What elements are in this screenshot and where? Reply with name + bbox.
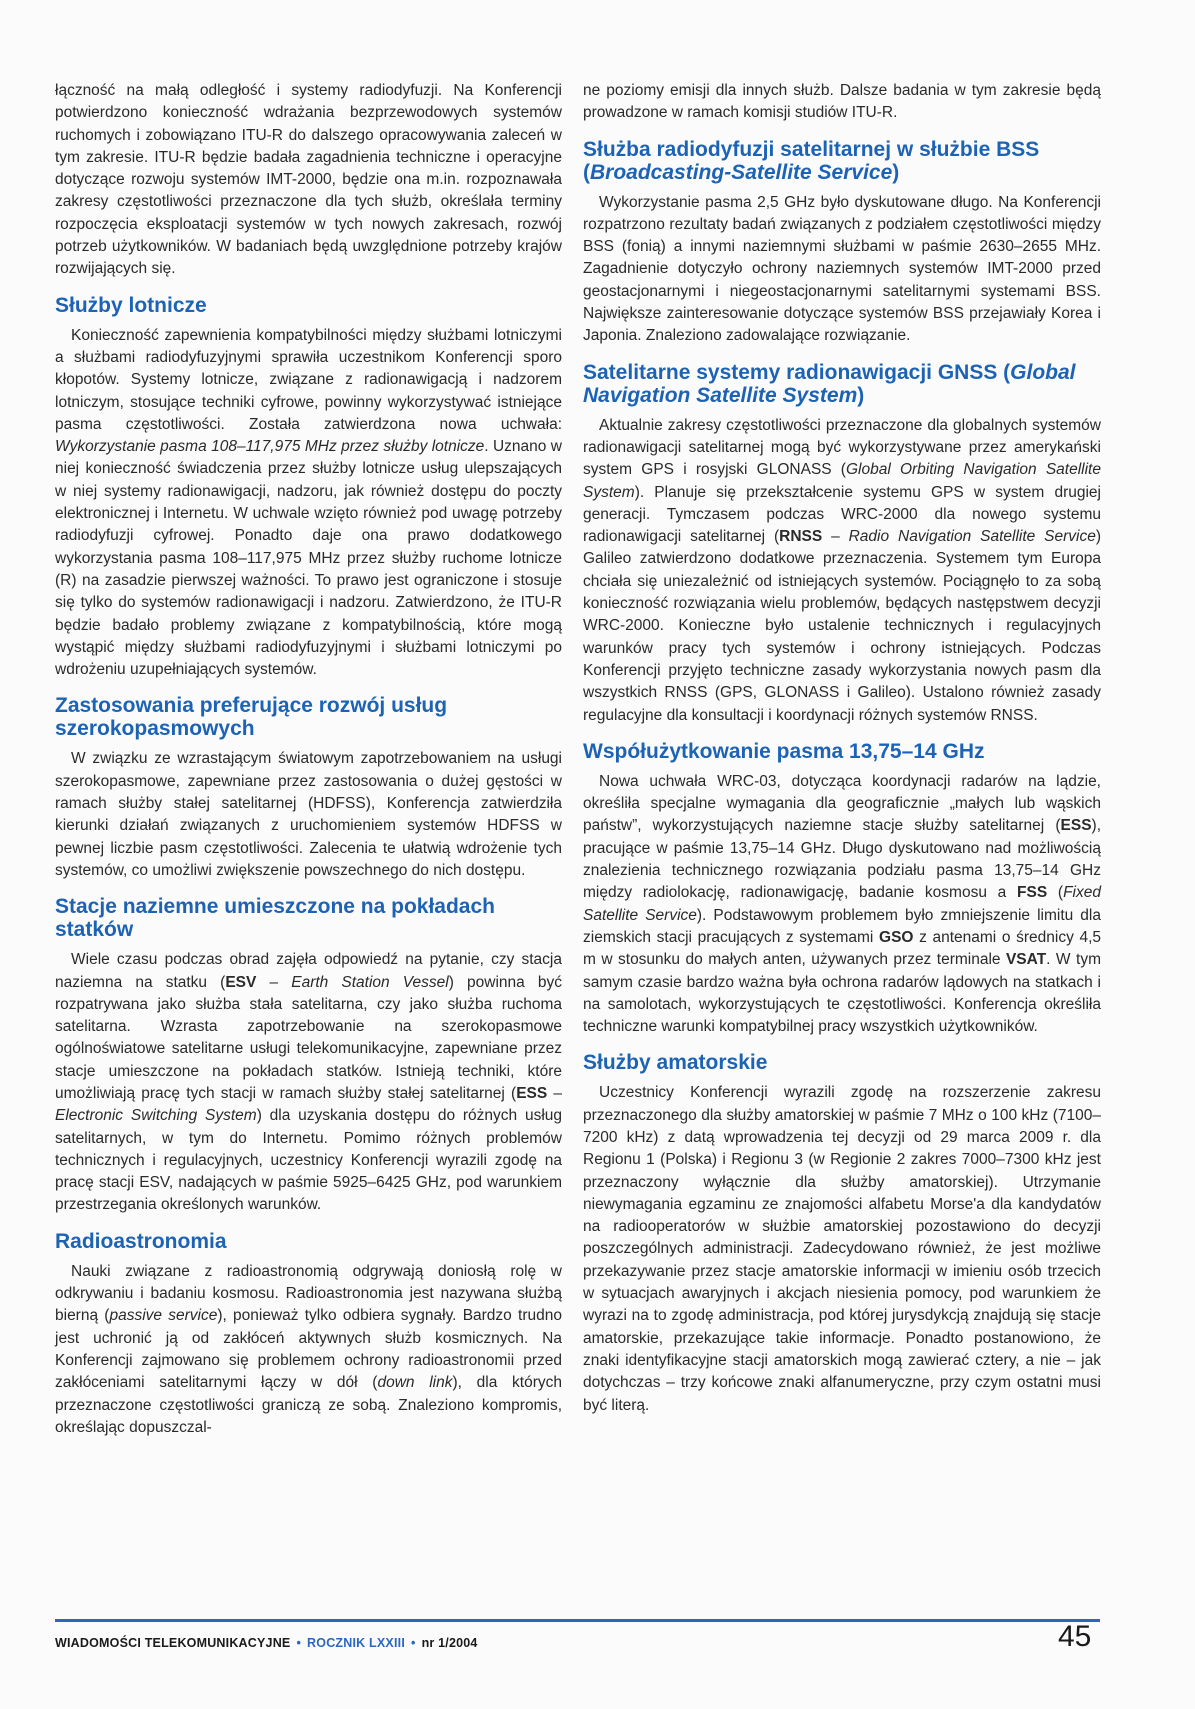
section-title: Stacje naziemne umieszczone na pokładach statków	[55, 895, 495, 942]
section-wspoluzytkowanie	[583, 740, 1101, 1039]
section-paragraph: Nauki związane z radioastronomią odgrywają doniosłą rolę w odkrywaniu i badaniu kosmosu. Radioastronomia jest nazywana służbą bierną (passive service), ponieważ tylko odbiera sygnały. Bardzo trudno jest uchronić ją od zakłóceń aktywnych służb kosmicznych. Na Konferencji zajmowano się problemem ochrony radioastronomii przed zakłóceniami satelitarnymi łączy w dół (down link), dla których przeznaczone częstotliwości graniczą ze sobą. Znaleziono kompromis, określając dopuszczal-	[55, 1262, 562, 1436]
section-paragraph: Uczestnicy Konferencji wyrazili zgodę na rozszerzenie zakresu przeznaczonego dla służby amatorskiej w paśmie 7 MHz o 100 kHz (7100–7200 kHz) z datą wprowadzenia tej decyzji od 29 marca 2009 r. dla Regionu 1 (Polska) i Regionu 3 (w Regionie 2 zakres 7000–7300 kHz jest przeznaczony wyłącznie dla służby amatorskiej). Utrzymanie niewymagania egzaminu ze znajomości alfabetu Morse'a dla kandydatów na radiooperatorów w służbie amatorskiej pozostawiono do decyzji poszczególnych administracji. Zadecydowano również, że jest możliwe przekazywanie przez stacje amatorskie informacji w imieniu osób trzecich w sytuacjach awaryjnych i akcjach niesienia pomocy, pod warunkiem że wyrazi na to zgodę administracja, pod której jurysdykcją znajdują się stacje amatorskie, przekazujące takie informacje. Ponadto postanowiono, że znaki identyfikacyjne stacji amatorskich mogą zawierać cztery, a nie – jak dotychczas – trzy końcowe znaki alfanumeryczne, przy czym ostatni musi być literą.	[583, 1084, 1101, 1414]
journal-volume: ROCZNIK LXXIII	[307, 1636, 405, 1650]
section-title: Satelitarne systemy radionawigacji GNSS (Global Navigation Satellite System)	[583, 360, 1076, 407]
section-paragraph: Wykorzystanie pasma 2,5 GHz było dyskutowane długo. Na Konferencji rozpatrzono rezultaty badań związanych z podziałem częstotliwości między BSS (fonią) a innymi naziemnymi służbami w paśmie 2630–2655 MHz. Zagadnienie dotyczyło ochrony naziemnych systemów IMT-2000 przed geostacjonarnymi i niegeostacjonarnymi satelitarnymi systemami BSS. Największe zainteresowanie dotyczące systemów BSS przejawiały Korea i Japonia. Znaleziono zadowalające rozwiązanie.	[583, 193, 1101, 345]
section-title: Zastosowania preferujące rozwój usług szerokopasmowych	[55, 694, 448, 741]
page-number: 45	[1058, 1620, 1092, 1653]
section-title: Radioastronomia	[55, 1229, 227, 1253]
footer	[55, 1636, 478, 1650]
section-paragraph: W związku ze wzrastającym światowym zapotrzebowaniem na usługi szerokopasmowe, zapewniane przez zastosowania o dużej gęstości w ramach służby stałej satelitarnej (HDFSS), Konferencja zatwierdziła kierunki działań związanych z uruchomieniem systemów HDFSS w pewnej liczbie pasm częstotliwości. Zalecenia te ułatwią wdrożenie tych systemów, co umożliwi zwiększenie powszechnego do nich dostępu.	[55, 750, 562, 879]
journal-issue: nr 1/2004	[421, 1636, 478, 1650]
footer-separator: •	[296, 1636, 302, 1650]
section-title: Służba radiodyfuzji satelitarnej w służbie BSS (Broadcasting-Satellite Service)	[583, 137, 1040, 184]
section-stacje-naziemne	[55, 895, 562, 1217]
section-paragraph: Aktualnie zakresy częstotliwości przeznaczone dla globalnych systemów radionawigacji satelitarnej mogą być wykorzystywane przez amerykański system GPS i rosyjski GLONASS (Global Orbiting Navigation Satellite System). Planuje się przekształcenie systemu GPS w system drugiej generacji. Tymczasem podczas WRC-2000 dla nowego systemu radionawigacji satelitarnej (RNSS – Radio Navigation Satellite Service) Galileo zatwierdzono dodatkowe przeznaczenia. Systemem tym Europa chciała się uniezależnić od istniejących systemów. Pociągnęło to za sobą konieczność rozwiązania wielu problemów, będących następstwem decyzji WRC-2000. Konieczne było ustalenie technicznych i regulacyjnych warunków pracy tych systemów i ochrony istniejących. Podczas Konferencji przyjęto techniczne zasady wykorzystania nowych pasm dla wszystkich RNSS (GPS, GLONASS i Galileo). Ustalono również zasady regulacyjne dla konsultacji i koordynacji różnych systemów RNSS.	[583, 416, 1102, 724]
section-bss	[583, 138, 1101, 348]
intro-paragraph-left: łączność na małą odległość i systemy radiodyfuzji. Na Konferencji potwierdzono konieczność wdrażania bezprzewodowych systemów ruchomych i zobowiązano ITU-R do dalszego opracowywania zaleceń w tym zakresie. ITU-R będzie badała zagadnienia techniczne i operacyjne dotyczące rozwoju systemów IMT-2000, będzie ona m.in. rozpoznawała zakresy częstotliwości przeznaczone dla tych służb, określała terminy rozpoczęcia eksploatacji systemów w tych nowych zakresach, rozwój potrzeb użytkowników. W badaniach będą uwzględnione potrzeby krajów rozwijających się.	[55, 82, 562, 278]
section-title: Współużytkowanie pasma 13,75–14 GHz	[583, 739, 985, 763]
left-column	[55, 80, 562, 1439]
intro-paragraph-right: ne poziomy emisji dla innych służb. Dalsze badania w tym zakresie będą prowadzone w ramach komisji studiów ITU-R.	[583, 82, 1101, 122]
section-zastosowania-szerokopasmowe	[55, 694, 562, 882]
journal-name: WIADOMOŚCI TELEKOMUNIKACYJNE	[55, 1636, 291, 1650]
footer-separator: •	[411, 1636, 416, 1650]
section-radioastronomia	[55, 1230, 562, 1439]
section-title: Służby lotnicze	[55, 293, 207, 317]
right-column	[583, 80, 1101, 1417]
section-title: Służby amatorskie	[583, 1051, 768, 1075]
section-sluzby-lotnicze	[55, 294, 562, 682]
section-paragraph: Wiele czasu podczas obrad zajęła odpowiedź na pytanie, czy stacja naziemna na statku (ESV – Earth Station Vessel) powinna być rozpatrywana jako służba stała satelitarna, czy jako służba ruchoma satelitarna. Wzrasta zapotrzebowanie na szerokopasmowe ogólnoświatowe satelitarne usługi telekomunikacyjne, zapewniane przez stacje umieszczone na pokładach statków. Istnieją techniki, które umożliwiają pracę tych stacji w ramach służby stałej satelitarnej (ESS – Electronic Switching System) dla uzyskania dostępu do różnych usług satelitarnych, w tym do Internetu. Pomimo różnych problemów technicznych i regulacyjnych, uczestnicy Konferencji wyrazili zgodę na pracę stacji ESV, nadających w paśmie 5925–6425 GHz, pod warunkiem przestrzegania określonych warunków.	[55, 951, 563, 1214]
section-sluzby-amatorskie	[583, 1051, 1101, 1416]
section-paragraph: Nowa uchwała WRC-03, dotycząca koordynacji radarów na lądzie, określiła specjalne wymagania dla geograficznie „małych lub wąskich państw”, wykorzystujących naziemne stacje służby satelitarnej (ESS), pracujące w paśmie 13,75–14 GHz. Długo dyskutowano nad możliwością znalezienia technicznego rozwiązania podziału pasma 13,75–14 GHz między radiolokację, radionawigację, badanie kosmosu a FSS (Fixed Satellite Service). Podstawowym problemem było zmniejszenie limitu dla ziemskich stacji pracujących z systemami GSO z antenami o średnicy 4,5 m w stosunku do małych anten, używanych przez terminale VSAT. W tym samym czasie bardzo ważna była ochrona radarów lądowych na statkach i na samolotach, wykorzystujących te częstotliwości. Konferencja określiła techniczne warunki kompatybilnej pracy wszystkich użytkowników.	[583, 772, 1101, 1036]
section-gnss	[583, 361, 1101, 727]
footer-rule	[55, 1619, 1100, 1622]
section-paragraph: Konieczność zapewnienia kompatybilności między służbami lotniczymi a służbami radiodyfuzyjnymi sprawiła uczestnikom Konferencji sporo kłopotów. Systemy lotnicze, związane z radionawigacją i nadzorem lotniczym, stosujące techniki cyfrowe, powinny wykorzystywać istniejące pasma częstotliwości. Została zatwierdzona nowa uchwała: Wykorzystanie pasma 108–117,975 MHz przez służby lotnicze. Uznano w niej konieczność świadczenia przez służby lotnicze usług ulepszających w niej systemy radionawigacji, nadzoru, jak również dostępu do poczty elektronicznej i Internetu. W uchwale wzięto również pod uwagę potrzeby radiodyfuzji cyfrowej. Ponadto daje ona prawo dodatkowego wykorzystania pasma 108–117,975 MHz przez służby ruchome lotnicze (R) na zasadzie pierwszej ważności. To prawo jest ograniczone i stosuje się tylko do systemów radionawigacji i nadzoru. Zatwierdzono, że ITU-R będzie badało problemy związane z kompatybilnością, które mogą wystąpić między służbami radiodyfuzyjnymi i służbami lotniczymi po wdrożeniu uzupełniających systemów.	[55, 326, 562, 679]
